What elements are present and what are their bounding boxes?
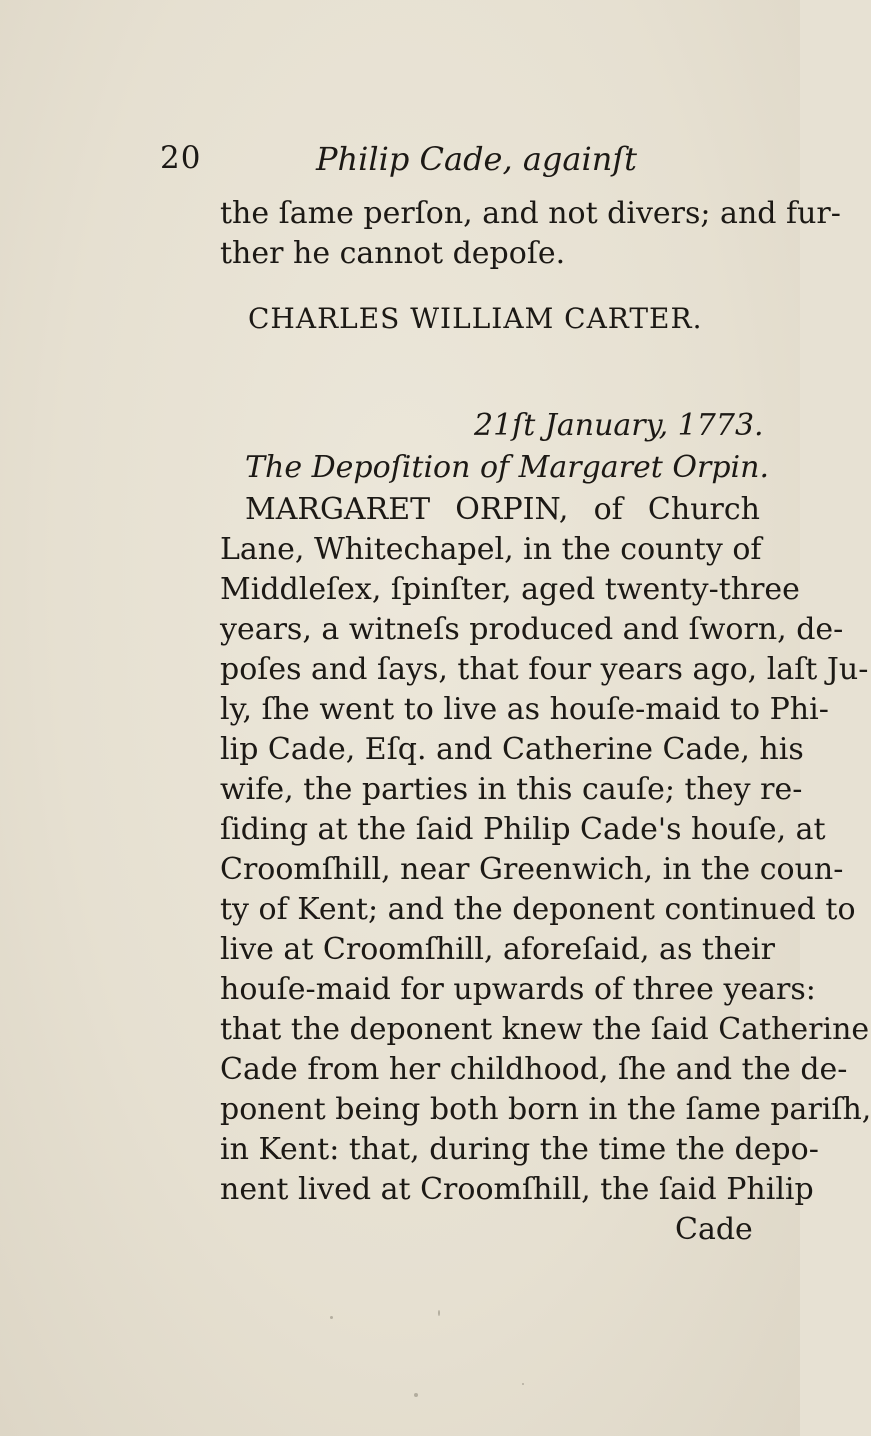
text-line: Croomſhill, near Greenwich, in the coun-	[220, 852, 844, 887]
deposition-date: 21ſt January, 1773.	[474, 408, 764, 443]
text-line: lip Cade, Eſq. and Catherine Cade, his	[220, 732, 804, 767]
text-line: houſe-maid for upwards of three years:	[220, 972, 816, 1007]
text-line: ly, ſhe went to live as houſe-maid to Phi-	[220, 692, 829, 727]
text-line: the ſame perſon, and not divers; and fur-	[220, 196, 841, 231]
signature: CHARLES WILLIAM CARTER.	[248, 302, 703, 335]
section-title: The Depoſition of Margaret Orpin.	[245, 450, 769, 485]
text-line: years, a witneſs produced and ſworn, de-	[220, 612, 844, 647]
text-line: ther he cannot depoſe.	[220, 236, 566, 271]
paper-speck	[438, 1310, 440, 1316]
text-line: Lane, Whitechapel, in the county of	[220, 532, 762, 567]
text-line: live at Croomſhill, aforeſaid, as their	[220, 932, 775, 967]
catchword: Cade	[675, 1212, 753, 1247]
text-line: in Kent: that, during the time the depo-	[220, 1132, 819, 1167]
text-line: that the deponent knew the ſaid Catherine	[220, 1012, 870, 1047]
running-head: Philip Cade, againſt	[316, 140, 638, 178]
text-line: nent lived at Croomſhill, the ſaid Philip	[220, 1172, 814, 1207]
text-line: ty of Kent; and the deponent continued to	[220, 892, 856, 927]
text-line: ponent being both born in the ſame pariſh,	[220, 1092, 871, 1127]
text-line: wife, the parties in this cauſe; they re-	[220, 772, 803, 807]
paper-speck	[330, 1316, 333, 1319]
text-line: Cade from her childhood, ſhe and the de-	[220, 1052, 848, 1087]
text-line: MARGARET ORPIN, of Church	[245, 492, 760, 527]
paper-speck	[414, 1393, 418, 1397]
text-line: Middleſex, ſpinſter, aged twenty-three	[220, 572, 800, 607]
paper-speck	[522, 1383, 524, 1385]
page-header	[160, 140, 760, 184]
text-line: poſes and ſays, that four years ago, laſt Ju-	[220, 652, 869, 687]
text-line: ſiding at the ſaid Philip Cade's houſe, at	[220, 812, 826, 847]
page-number: 20	[160, 140, 202, 176]
